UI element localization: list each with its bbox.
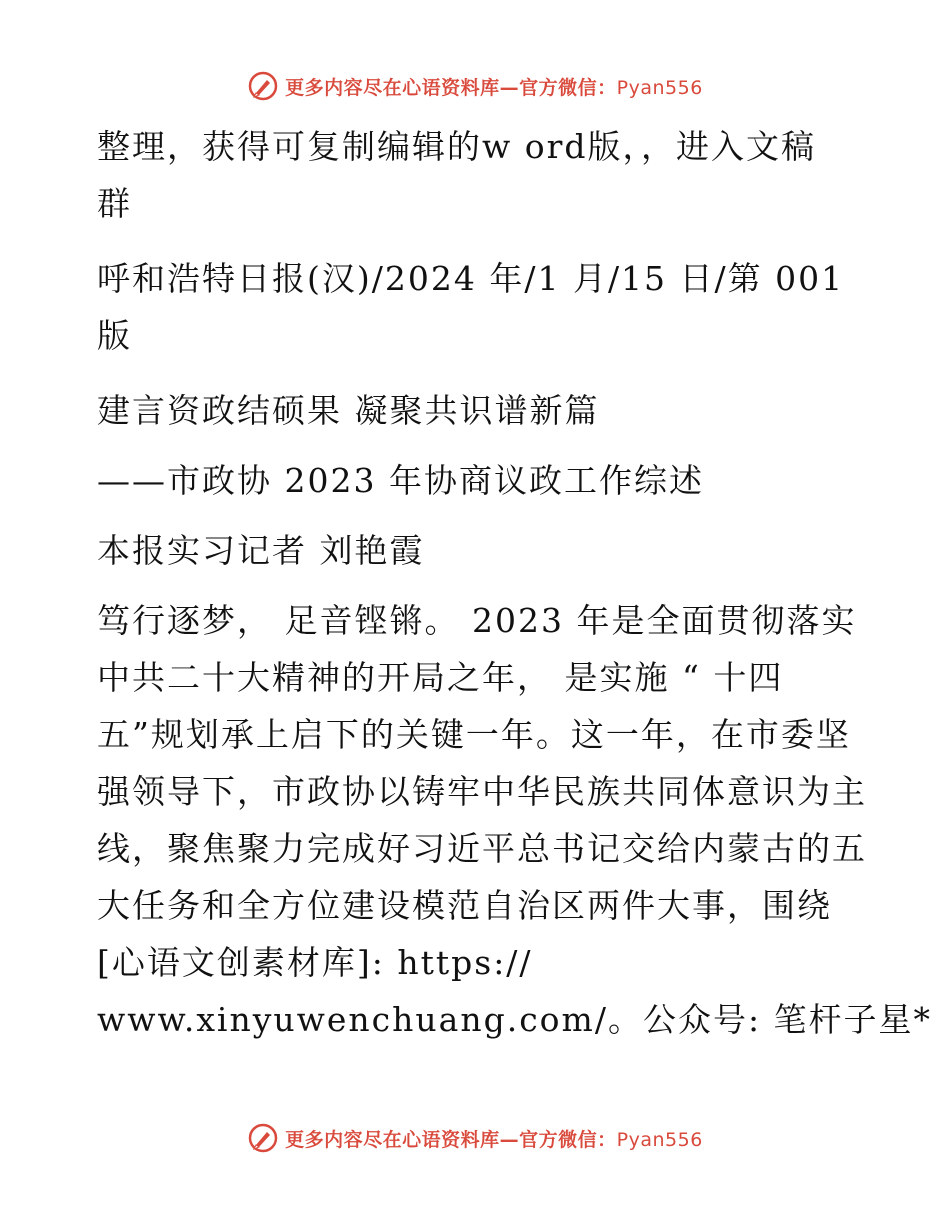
intro-line-2: 群 [97, 184, 132, 223]
source-line-2: 版 [97, 316, 132, 355]
source-line-1: 呼和浩特日报(汉)/2024 年/1 月/15 日/第 001 [97, 259, 845, 298]
body-line: 大任务和全方位建设模范自治区两件大事，围绕 [97, 886, 832, 925]
intro-line-1: 整理，获得可复制编辑的w ord版，，进入文稿 [97, 127, 817, 166]
subheadline: ——市政协 2023 年协商议政工作综述 [97, 461, 704, 500]
banner-wechat-handle: Pyan556 [616, 76, 703, 99]
header-banner [0, 70, 950, 102]
banner-text: 更多内容尽在心语资料库—官方微信：Pyan556 [285, 1128, 703, 1151]
body-line: 五”规划承上启下的关键一年。这一年，在市委坚 [97, 715, 851, 754]
body-line: [心语文创素材库]: https:// [97, 943, 533, 982]
banner-wechat-handle: Pyan556 [616, 1128, 703, 1151]
footer-banner [0, 1122, 950, 1154]
pen-logo-icon [247, 1122, 279, 1154]
banner-text: 更多内容尽在心语资料库—官方微信：Pyan556 [285, 76, 703, 99]
byline: 本报实习记者 刘艳霞 [97, 531, 425, 570]
document-body [97, 118, 933, 1048]
body-line: 强领导下，市政协以铸牢中华民族共同体意识为主 [97, 772, 867, 811]
pen-logo-icon [247, 70, 279, 102]
headline: 建言资政结硕果 凝聚共识谱新篇 [97, 391, 600, 430]
body-line: 笃行逐梦， 足音铿锵。 2023 年是全面贯彻落实 [97, 601, 857, 640]
body-line: 线，聚焦聚力完成好习近平总书记交给内蒙古的五 [97, 829, 867, 868]
body-line: 中共二十大精神的开局之年， 是实施 “ 十四 [97, 658, 784, 697]
body-line: www.xinyuwenchuang.com/。公众号: 笔杆子星* [97, 1000, 933, 1039]
